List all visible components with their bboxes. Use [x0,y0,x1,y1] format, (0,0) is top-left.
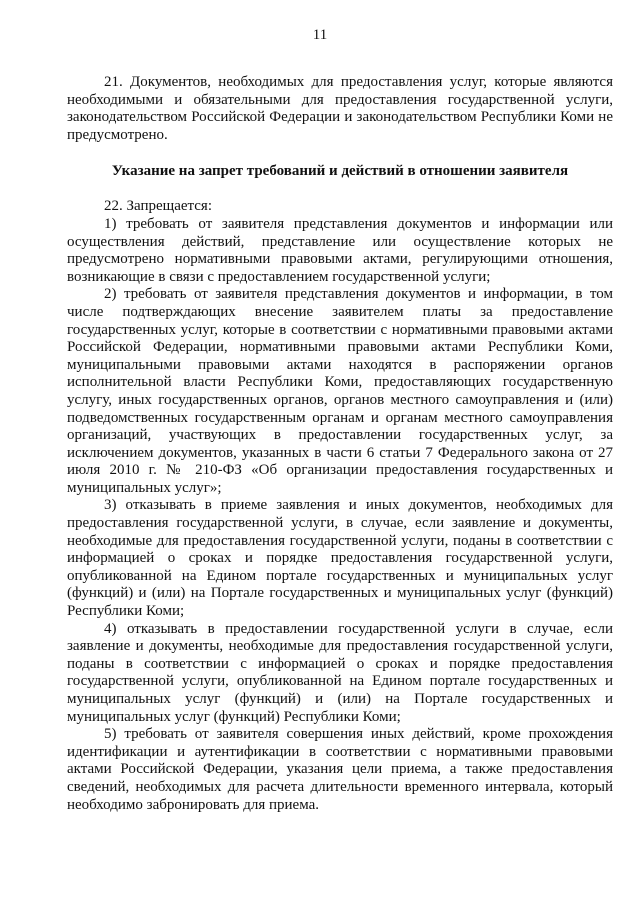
list-item-1: 1) требовать от заявителя представления документов и информации или осуществления действий, представление или осуществление которых не предусмотрено нормативными правовыми актами, регулирующими отношения, возникающие в связи с предоставлением государственной услуги; [67,215,613,285]
list-item-5: 5) требовать от заявителя совершения иных действий, кроме прохождения идентификации и аутентификации в соответствии с нормативными правовыми актами Российской Федерации, указания цели приема, а также предоставления сведений, необходимых для расчета длительности временного интервала, который необходимо забронировать для приема. [67,726,613,813]
list-item-3: 3) отказывать в приеме заявления и иных документов, необходимых для предоставления государственной услуги, в случае, если заявление и документы, необходимые для предоставления государственной услуги, поданы в соответствии с информацией о сроках и порядке предоставления государственной услуги, опубликованной на Едином портале государственных и муниципальных услуг (функций) и (или) на Портале государственных и муниципальных услуг (функций) Республики Коми; [67,497,613,620]
page-number: 11 [312,27,328,43]
paragraph-21: 21. Документов, необходимых для предоставления услуг, которые являются необходимыми и обязательными для предоставления государственной услуги, законодательством Российской Федерации и законодательством Республики Коми не предусмотрено. [67,74,613,143]
document-body [67,74,613,814]
list-item-4: 4) отказывать в предоставлении государственной услуги в случае, если заявление и документы, необходимые для предоставления государственной услуги, поданы в соответствии с информацией о сроках и порядке предоставления государственной услуги, опубликованной на Едином портале государственных и муниципальных услуг (функций) и (или) на Портале государственных и муниципальных услуг (функций) Республики Коми; [67,620,613,725]
section-heading: Указание на запрет требований и действий в отношении заявителя [111,163,569,180]
paragraph-22-lead: 22. Запрещается: [104,198,212,215]
list-item-2: 2) требовать от заявителя представления документов и информации, в том числе подтверждающих внесение заявителем платы за предоставление государственных услуг, которые в соответствии с нормативными правовыми актами Российской Федерации, нормативными правовыми актами Республики Коми, муниципальными правовыми актами находятся в распоряжении органов исполнительной власти Республики Коми, предоставляющих государственную услугу, иных государственных органов, органов местного самоуправления и (или) подведомственных государственным органам и органам местного самоуправления организаций, участвующих в предоставлении государственных услуг, за исключением документов, указанных в части 6 статьи 7 Федерального закона от 27 июля 2010 г. № 210-ФЗ «Об организации предоставления государственных и муниципальных услуг»; [67,286,613,496]
